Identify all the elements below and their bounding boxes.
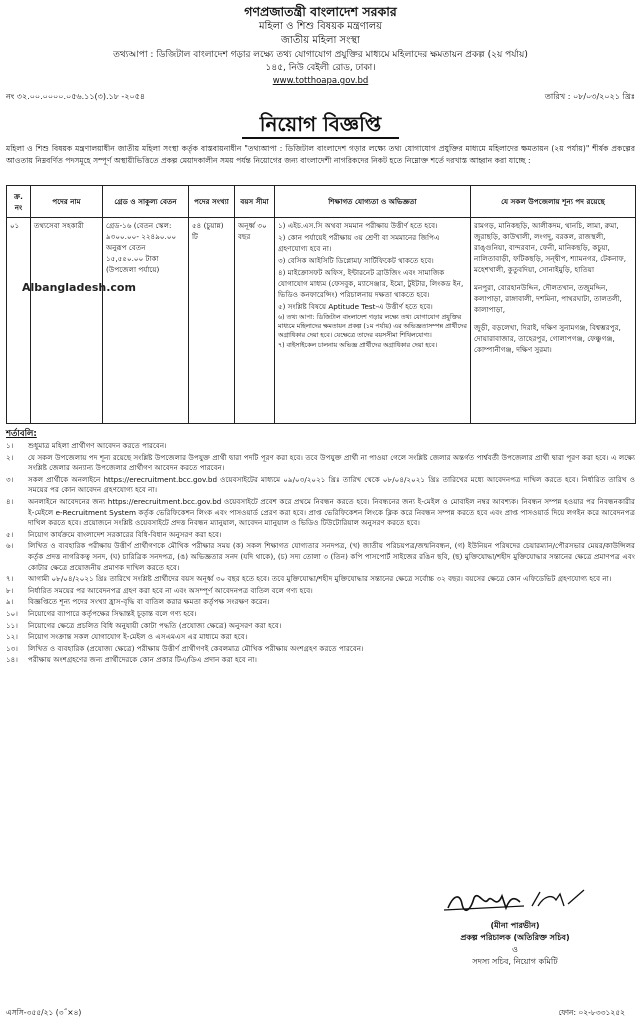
list-item <box>6 609 635 620</box>
condition-number: ১৪। <box>6 655 18 665</box>
letterhead <box>6 4 635 87</box>
organization-name: জাতীয় মহিলা সংস্থা <box>281 35 360 46</box>
list-item <box>6 453 635 474</box>
qualification-item: ৩) বেসিক আইসিটি ডিপ্লোমা/ সার্টিফিকেট থাকতে হবে। <box>278 256 434 265</box>
condition-text: নিয়োগের ক্ষেত্রে প্রচলিত বিধি অনুযায়ী কোটা পদ্ধতি (প্রযোজ্য ক্ষেত্রে) অনুসরণ করা হবে। <box>28 620 282 630</box>
header-upazila: যে সকল উপজেলায় শূন্য পদ রয়েছে <box>471 186 636 218</box>
cell-qualification <box>275 218 471 424</box>
qualification-note: ৭) বাইসাইকেল চালনায় অভিজ্ঞ প্রার্থীদের অগ্রাধিকার দেয়া হবে। <box>278 342 437 349</box>
conditions-title: শর্তাবলি: <box>6 429 37 439</box>
govt-name: গণপ্রজাতন্ত্রী বাংলাদেশ সরকার <box>244 4 397 19</box>
condition-number: ১০। <box>6 608 18 618</box>
list-item <box>6 586 635 597</box>
notice-date: তারিখ : ০৮/০৩/২০২১ খ্রিঃ <box>544 92 635 101</box>
header-post: পদের নাম <box>31 186 103 218</box>
condition-text: নিয়োগের ব্যাপারে কর্তৃপক্ষের সিদ্ধান্তই চূড়ান্ত বলে গণ্য হবে। <box>28 608 197 618</box>
condition-text: নিয়োগ কার্যক্রমে বাংলাদেশ সরকারের বিধি-বিধান অনুসরণ করা হবে। <box>28 529 222 539</box>
condition-number: ১২। <box>6 632 18 642</box>
list-item <box>6 574 635 585</box>
list-item <box>6 597 635 608</box>
list-item <box>6 655 635 666</box>
cell-age: অনূর্ধ্ব ৩০ বছর <box>235 218 275 424</box>
header-serial: ক্র. নং <box>7 186 31 218</box>
condition-text: আগামী ০৮/০৪/২০২১ খ্রিঃ তারিখে সংশ্লিষ্ট প্রার্থীদের বয়স অনূর্ধ্ব ৩০ বছর হতে হবে। তবে মুক্তিযোদ্ধা/শহীদ মুক্তিযোদ্ধার সন্তানের ক্ষেত্রে সর্বোচ্চ ৩২ বছর। বয়সের ক্ষেত্রে কোন এফিডেভিট গ্রহণযোগ্য হবে না। <box>28 574 612 584</box>
watermark-text: Albangladesh.com <box>22 281 136 294</box>
list-item <box>6 441 635 452</box>
condition-text: বিজ্ঞপ্তিতে শূন্য পদের সংখ্যা হ্রাস-বৃদ্ধি বা বাতিল করার ক্ষমতা কর্তৃপক্ষ সংরক্ষণ করেন। <box>28 597 270 607</box>
notice-title: নিয়োগ বিজ্ঞপ্তি <box>242 109 400 139</box>
condition-number: ১১। <box>6 620 18 630</box>
cell-serial: ০১ <box>7 218 31 424</box>
cell-grade: গ্রেড-১৬ (বেতন স্কেল: ৯৩০০.০০- ২২৪৯০.০০ অনুরূপ বেতন ১৫,৫৫০.০০ টাকা (উপজেলা পর্যায়ে) <box>103 218 189 424</box>
condition-text: নির্ধারিত সময়ের পর আবেদনপত্র গ্রহণ করা হবে না এবং অসম্পূর্ণ আবেদনপত্র বাতিল বলে গণ্য হবে। <box>28 585 313 595</box>
header-age: বয়স সীমা <box>235 186 275 218</box>
signature-block <box>400 884 630 968</box>
cell-upazila <box>471 218 636 424</box>
list-item <box>6 632 635 643</box>
condition-number: ৪। <box>6 496 14 506</box>
cell-post: তথ্যসেবা সহকারী <box>31 218 103 424</box>
list-item <box>6 475 635 496</box>
condition-number: ১৩। <box>6 643 18 653</box>
condition-text: লিখিত ও ব্যবহারিক পরীক্ষায় উত্তীর্ণ প্রার্থীগণকে মৌখিক পরীক্ষার সময় (ক) সকল শিক্ষাগত যোগ্যতার সনদপত্র, (খ) জাতীয় পরিচয়পত্র/জন্মনিবন্ধন, (গ) ইউনিয়ন পরিষদের চেয়ারম্যান/পৌরসভার মেয়র/কাউন্সিলর কর্তৃক প্রদত্ত নাগরিকত্ব সনদ, (ঘ) চারিত্রিক সনদপত্র, (ঙ) অভিজ্ঞতার সনদ (যদি থাকে), (চ) সদ্য তোলা ৩ (তিন) কপি পাসপোর্ট সাইজের রঙিন ছবি, (ছ) মুক্তিযোদ্ধা/শহীদ মুক্তিযোদ্ধার সন্তানের ক্ষেত্রে প্রমাণপত্র এবং কোটার ক্ষেত্রে প্রয়োজনীয় প্রমাণক দাখিল করতে হবে। <box>28 541 635 572</box>
print-code: এসসি-৩৫৫/২১ (৩˝×৪) <box>6 1008 82 1017</box>
condition-number: ১। <box>6 441 14 450</box>
list-item <box>6 530 635 541</box>
phone-number: ফোন: ০২-৮৩৩১২৫২ <box>558 1008 625 1017</box>
signatory-designation: প্রকল্প পরিচালক (অতিরিক্ত সচিব) <box>460 933 570 942</box>
signatory-name: (মীনা পারভীন) <box>490 921 540 930</box>
upazila-group: মনপুরা, বোরহানউদ্দিন, দৌলতখান, তজুমদ্দিন, কলাপাড়া, রাঙ্গাবালী, দশমিনা, পাথরঘাটা, তালতলী, কালাপাড়া, <box>474 283 622 314</box>
table-row <box>7 218 636 424</box>
list-item <box>6 644 635 655</box>
condition-text: লিখিত ও ব্যবহারিক (প্রযোজ্য ক্ষেত্রে) পরীক্ষায় উত্তীর্ণ প্রার্থীগণই কেবলমাত্র মৌখিক পরীক্ষায় অংশগ্রহণ করতে পারবেন। <box>28 643 364 653</box>
condition-number: ৮। <box>6 585 14 595</box>
condition-number: ২। <box>6 452 14 462</box>
intro-paragraph: মহিলা ও শিশু বিষয়ক মন্ত্রণালয়াধীন জাতীয় মহিলা সংস্থা কর্তৃক বাস্তবায়নাধীন "তথ্যআপা : ডিজিটাল বাংলাদেশ গড়ার লক্ষ্যে তথ্য যোগাযোগ প্রযুক্তির মাধ্যমে মহিলাদের ক্ষমতায়ন (২য় পর্যায়)" শীর্ষক প্রকল্পের আওতায় নিম্নবর্ণিত পদসমূহে সম্পূর্ণ অস্থায়ীভিত্তিতে প্রকল্প মেয়াদকালীন সময় পর্যন্ত নিয়োগের জন্য বাংলাদেশী নাগরিকদের নিকট হতে নিম্নোক্ত শর্তে দরখাস্ত আহ্বান করা যাচ্ছে : <box>6 144 635 165</box>
website-link[interactable]: www.totthoapa.gov.bd <box>272 76 369 86</box>
condition-number: ৩। <box>6 474 14 484</box>
memo-number: নং ৩২.০০.০০০০.০৫৬.১১(৩).১৮ -২০৫৪ <box>6 92 146 101</box>
condition-text: যে সকল উপজেলায় পদ শূন্য রয়েছে সংশ্লিষ্ট উপজেলার উপযুক্ত প্রার্থী দ্বারা পদটি পূরণ করা হবে। তবে উপযুক্ত প্রার্থী না পাওয়া গেলে সংশ্লিষ্ট জেলার অন্তর্গত পার্শ্ববর্তী উপজেলার প্রার্থী দ্বারা পূরণ করা হবে। এ লক্ষ্যে সংশ্লিষ্ট জেলার অন্যান্য উপজেলার প্রার্থীগণ আবেদন করতে পারবেন। <box>28 452 635 473</box>
qualification-item: ৫) সংশ্লিষ্ট বিষয়ে Aptitude Test-এ উত্তীর্ণ হতে হবে। <box>278 302 433 311</box>
title-wrap <box>6 109 635 139</box>
header-count: পদের সংখ্যা <box>189 186 235 218</box>
qualification-item: ৪) মাইক্রোসফট অফিস, ইন্টারনেট ব্রাউজিং এবং সামাজিক যোগাযোগ মাধ্যম (ফেসবুক, ম্যাসেঞ্জার, ইমো, টুইটার, লিংকড ইন, ভিডিও কনফারেন্সিং) পরিচালনায় দক্ষতা থাকতে হবে। <box>278 268 464 299</box>
upazila-group: রামগড়, মানিকছড়ি, আলীকদম, থানচি, লামা, রুমা, জুরাছড়ি, কাউখালী, লংগদু, বরকল, রাজস্থলী, রাঙ্গুনিয়া, বান্দরবান, ফেনী, মানিকছড়ি, কচুয়া, নালিতাবাড়ী, ফটিকছড়ি, সন্দ্বীপ, শ্যামনগর, টেকনাফ, মহেশখালী, কুতুবদিয়া, সোনাইমুড়ি, হাতিয়া <box>474 221 626 274</box>
condition-text: শুধুমাত্র মহিলা প্রার্থীগণ আবেদন করতে পারবেন। <box>28 441 167 450</box>
office-address: ১৪৫, নিউ বেইলী রোড, ঢাকা। <box>265 63 376 73</box>
signatory-committee: সদস্য সচিব, নিয়োগ কমিটি <box>472 957 558 966</box>
vacancy-table <box>6 185 636 424</box>
conditions-list <box>6 441 635 875</box>
condition-text: অনলাইনে আবেদনের জন্য https://erecruitment.bcc.gov.bd ওয়েবসাইটে প্রবেশ করে প্রথমে নিবন্ধন করতে হবে। নিবন্ধনের জন্য ই-মেইল ও মোবাইল নম্বর আবশ্যক। নিবন্ধন সম্পন্ন হওয়ার পর নিবন্ধনকারীর ই-মেইলে e-Recruitment System কর্তৃক ভেরিফিকেশন লিংক এবং পাসওয়ার্ড প্রেরণ করা হবে। প্রাপ্ত ভেরিফিকেশন লিংকে ক্লিক করে নিবন্ধন সম্পন্ন করতে হবে এবং প্রাপ্ত পাসওয়ার্ড দিয়ে লগইন করে আবেদনপত্র দাখিল করতে হবে। প্রয়োজনে সংশ্লিষ্ট ওয়েবসাইটে প্রদত্ত নিবন্ধন ম্যানুয়াল, আবেদন ম্যানুয়াল ও ভিডিও টিউটোরিয়াল অনুসরণ করতে হবে। <box>28 496 635 528</box>
condition-number: ৬। <box>6 541 14 551</box>
table-header-row <box>7 186 636 218</box>
list-item <box>6 621 635 632</box>
condition-text: নিয়োগ সংক্রান্ত সকল যোগাযোগ ই-মেইল ও এসএমএস এর মাধ্যমে করা হবে। <box>28 632 248 642</box>
qualification-item: ১) এইচ.এস.সি অথবা সমমান পরীক্ষায় উত্তীর্ণ হতে হবে। <box>278 221 438 230</box>
header-qualification: শিক্ষাগত যোগ্যতা ও অভিজ্ঞতা <box>275 186 471 218</box>
condition-text: পরীক্ষায় অংশগ্রহণের জন্য প্রার্থীদেরকে কোন প্রকার টিএ/ডিএ প্রদান করা হবে না। <box>28 655 257 665</box>
condition-text: সকল প্রার্থীকে অনলাইনে https://erecruitment.bcc.gov.bd ওয়েবসাইটের মাধ্যমে ০৯/০৩/২০২১ খ্রিঃ তারিখ থেকে ০৮/০৪/২০২১ খ্রিঃ তারিখের মধ্যে আবেদনপত্র দাখিল করতে হবে। নির্ধারিত তারিখ ও সময়ের পর কোন আবেদন গ্রহণযোগ্য হবে না। <box>28 474 635 495</box>
signatory-and: ও <box>512 945 518 954</box>
handwritten-signature <box>440 884 590 918</box>
project-name: তথ্যআপা : ডিজিটাল বাংলাদেশ গড়ার লক্ষ্যে তথ্য যোগাযোগ প্রযুক্তির মাধ্যমে মহিলাদের ক্ষমতায়ন প্রকল্প (২য় পর্যায়) <box>113 50 528 60</box>
ministry-name: মহিলা ও শিশু বিষয়ক মন্ত্রণালয় <box>258 21 383 32</box>
condition-number: ৭। <box>6 574 14 584</box>
list-item <box>6 497 635 529</box>
qualification-item: ২) কোন পর্যায়েই পরীক্ষায় ৩য় শ্রেণী বা সমমানের জিপিএ গ্রহণযোগ্য হবে না। <box>278 233 440 253</box>
qualification-note: ৬) তথ্য আপা: ডিজিটাল বাংলাদেশ গড়ার লক্ষ্যে তথ্য যোগাযোগ প্রযুক্তির মাধ্যমে মহিলাদের ক্ষমতায়ন প্রকল্প (১ম পর্যায়) এর অভিজ্ঞতাসম্পন্ন প্রার্থীদের অগ্রাধিকার দেয়া হবে। যেক্ষেত্রে তাদের বয়সসীমা শিথিলযোগ্য। <box>278 314 467 339</box>
condition-number: ৯। <box>6 597 14 607</box>
upazila-group: জুড়ী, বড়লেখা, দিরাই, দক্ষিণ সুনামগঞ্জ, বিশ্বম্ভরপুর, দোয়ারাবাজার, তাহেরপুর, গোলাপগঞ্জ, ফেঞ্চুগঞ্জ, কোম্পানীগঞ্জ, দক্ষিণ সুরমা। <box>474 323 621 354</box>
list-item <box>6 541 635 573</box>
condition-number: ৫। <box>6 529 14 539</box>
reference-row <box>6 89 635 105</box>
cell-count: ৫৪ (চুয়ান্ন) টি <box>189 218 235 424</box>
header-grade: গ্রেড ও সাকুল্য বেতন <box>103 186 189 218</box>
